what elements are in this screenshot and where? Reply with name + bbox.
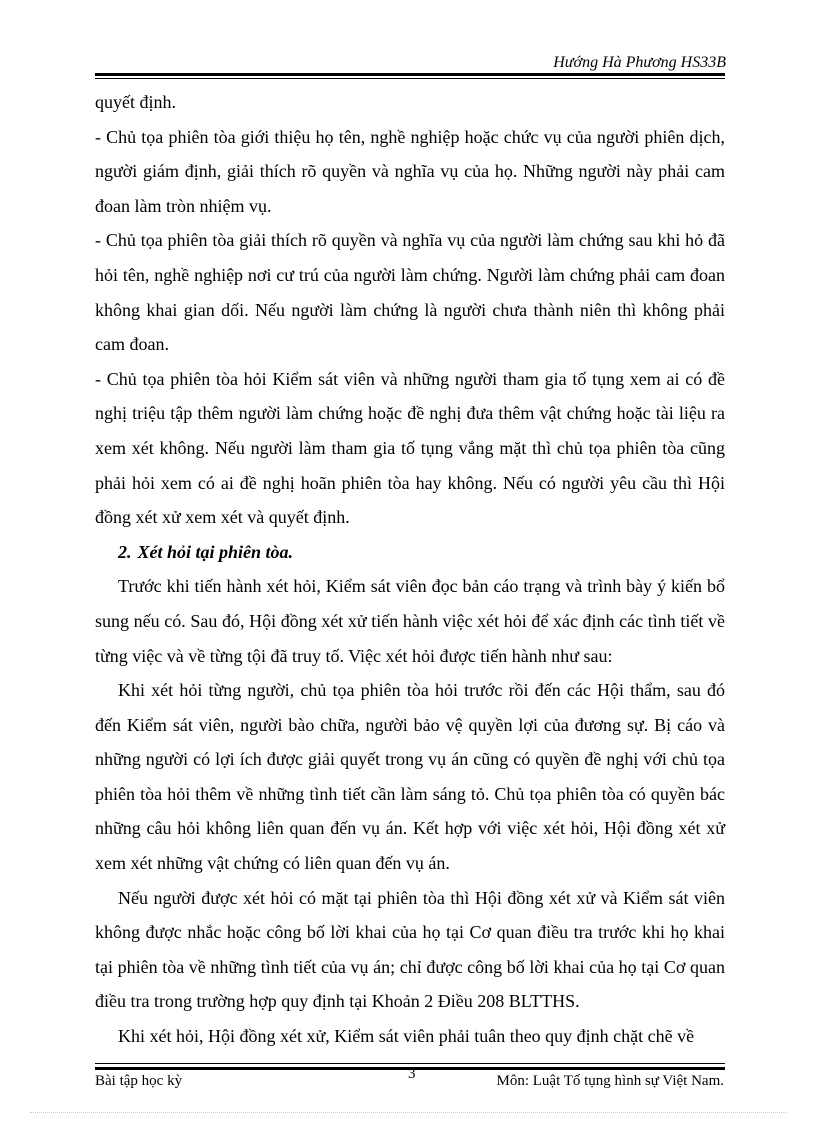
paragraph-3: - Chủ tọa phiên tòa giải thích rõ quyền và nghĩa vụ của người làm chứng sau khi hỏ đã hỏi tên, nghề nghiệp nơi cư trú của người làm chứng. Người làm chứng phải cam đoan không khai gian dối. Nếu người làm chứng là người chưa thành niên thì không phải cam đoan.	[95, 230, 725, 355]
footer-right-text: Môn: Luật Tố tụng hình sự Việt Nam.	[496, 1073, 724, 1089]
header-rule-thin	[95, 78, 725, 79]
section-heading	[95, 535, 725, 570]
page-bottom-edge	[30, 1112, 786, 1113]
paragraph-8: Khi xét hỏi, Hội đồng xét xử, Kiểm sát viên phải tuân theo quy định chặt chẽ về	[118, 1026, 695, 1047]
footer-rule-thin	[95, 1063, 725, 1064]
page-number: 3	[408, 1066, 416, 1082]
footer-left-text: Bài tập học kỳ	[95, 1073, 183, 1089]
paragraph-2: - Chủ tọa phiên tòa giới thiệu họ tên, nghề nghiệp hoặc chức vụ của người phiên dịch, người giám định, giải thích rõ quyền và nghĩa vụ của họ. Những người này phải cam đoan làm tròn nhiệm vụ.	[95, 126, 725, 216]
section-heading-number: 2.	[118, 541, 132, 562]
header-rule-thick	[95, 73, 725, 76]
paragraph-4: - Chủ tọa phiên tòa hỏi Kiểm sát viên và những người tham gia tố tụng xem ai có đề nghị triệu tập thêm người làm chứng hoặc đề nghị đưa thêm vật chứng hoặc tài liệu ra xem xét không. Nếu người làm tham gia tố tụng vắng mặt thì chủ tọa phiên tòa cũng phải hỏi xem có ai đề nghị hoãn phiên tòa hay không. Nếu có người yêu cầu thì Hội đồng xét xử xem xét và quyết định.	[95, 368, 725, 528]
header-author-class: Hướng Hà Phương HS33B	[553, 54, 726, 71]
paragraph-1: quyết định.	[95, 92, 176, 112]
document-body	[95, 85, 725, 1054]
paragraph-5: Trước khi tiến hành xét hỏi, Kiểm sát viên đọc bản cáo trạng và trình bày ý kiến bổ sung nếu có. Sau đó, Hội đồng xét xử tiến hành việc xét hỏi để xác định các tình tiết về từng việc và về từng tội đã truy tố. Việc xét hỏi được tiến hành như sau:	[95, 576, 725, 666]
paragraph-7: Nếu người được xét hỏi có mặt tại phiên tòa thì Hội đồng xét xử và Kiểm sát viên không được nhắc hoặc công bố lời khai của họ tại Cơ quan điều tra trước khi họ khai tại phiên tòa về những tình tiết của vụ án; chỉ được công bố lời khai của họ tại Cơ quan điều tra trong trường hợp quy định tại Khoản 2 Điều 208 BLTTHS.	[95, 887, 725, 1012]
section-heading-text: Xét hỏi tại phiên tòa.	[137, 541, 294, 562]
paragraph-6: Khi xét hỏi từng người, chủ tọa phiên tòa hỏi trước rồi đến các Hội thẩm, sau đó đến Kiểm sát viên, người bào chữa, người bảo vệ quyền lợi của đương sự. Bị cáo và những người có lợi ích được giải quyết trong vụ án cũng có quyền đề nghị với chủ tọa phiên tòa hỏi thêm về những tình tiết cần làm sáng tỏ. Chủ tọa phiên tòa có quyền bác những câu hỏi không liên quan đến vụ án. Kết hợp với việc xét hỏi, Hội đồng xét xử xem xét những vật chứng có liên quan đến vụ án.	[95, 680, 725, 874]
